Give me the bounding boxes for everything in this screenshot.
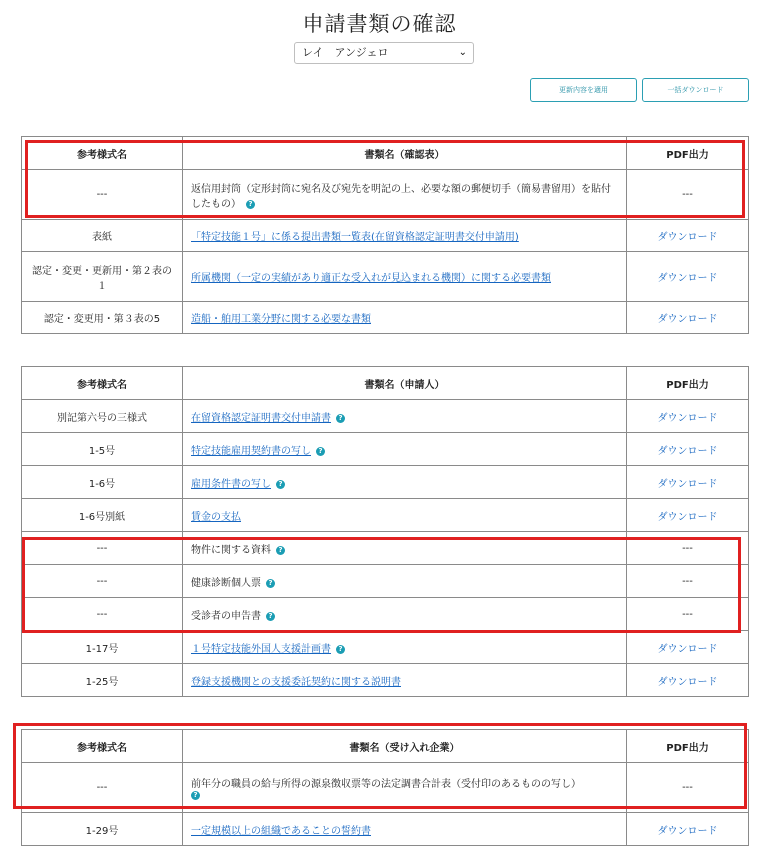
form-cell: 認定・変更用・第３表の5 — [22, 302, 183, 334]
pdf-cell: --- — [627, 170, 749, 220]
pdf-cell — [627, 466, 749, 499]
help-icon[interactable]: ? — [336, 645, 345, 654]
doc-link[interactable]: 特定技能雇用契約書の写し — [191, 445, 311, 457]
download-link[interactable]: ダウンロード — [657, 825, 718, 837]
pdf-cell — [627, 252, 749, 302]
doc-link[interactable]: 賃金の支払 — [191, 511, 241, 523]
form-cell: --- — [22, 565, 183, 598]
doc-cell — [183, 220, 627, 252]
doc-cell — [183, 664, 627, 697]
doc-name: 受診者の申告書 — [191, 610, 261, 622]
form-cell: 1-6号 — [22, 466, 183, 499]
doc-link[interactable]: 一定規模以上の組織であることの誓約書 — [191, 825, 371, 837]
doc-link[interactable]: 造船・舶用工業分野に関する必要な書類 — [191, 314, 371, 325]
pdf-cell: --- — [627, 598, 749, 631]
download-link[interactable]: ダウンロード — [657, 643, 718, 655]
col-header-pdf: PDF出力 — [627, 137, 749, 170]
table-row — [22, 664, 749, 697]
doc-cell — [183, 631, 627, 664]
table-row — [22, 302, 749, 334]
doc-name: 健康診断個人票 — [191, 577, 261, 589]
col-header-doc: 書類名（確認表） — [183, 137, 627, 170]
page-title: 申請書類の確認 — [302, 12, 457, 36]
doc-name: 物件に関する資料 — [191, 544, 271, 556]
table-header-row — [22, 137, 749, 170]
help-icon[interactable]: ? — [336, 414, 345, 423]
pdf-cell — [627, 664, 749, 697]
pdf-cell — [627, 400, 749, 433]
download-link[interactable]: ダウンロード — [657, 232, 718, 243]
table-row — [22, 400, 749, 433]
col-header-form: 参考様式名 — [22, 367, 183, 400]
pdf-cell — [627, 220, 749, 252]
doc-cell — [183, 532, 627, 565]
pdf-cell — [627, 813, 749, 846]
table-row — [22, 532, 749, 565]
doc-cell — [183, 170, 627, 220]
pdf-cell — [627, 499, 749, 532]
chevron-down-icon: ⌄ — [458, 47, 467, 58]
doc-cell — [183, 813, 627, 846]
doc-link[interactable]: 所属機関（一定の実績があり適正な受入れが見込まれる機関）に関する必要書類 — [191, 273, 551, 284]
doc-cell — [183, 400, 627, 433]
doc-link[interactable]: 「特定技能１号」に係る提出書類一覧表(在留資格認定証明書交付申請用) — [191, 232, 519, 243]
help-icon[interactable]: ? — [276, 480, 285, 489]
help-icon[interactable]: ? — [246, 200, 255, 209]
table-row — [22, 220, 749, 252]
download-link[interactable]: ダウンロード — [657, 511, 718, 523]
apply-changes-button[interactable]: 更新内容を適用 — [530, 78, 637, 102]
download-link[interactable]: ダウンロード — [657, 676, 718, 688]
confirm-table — [21, 136, 749, 334]
form-cell: 別記第六号の三様式 — [22, 400, 183, 433]
table-header-row — [22, 730, 749, 763]
doc-cell — [183, 466, 627, 499]
doc-cell — [183, 763, 627, 813]
person-select[interactable] — [294, 42, 474, 64]
form-cell: --- — [22, 532, 183, 565]
form-cell: 1-6号別紙 — [22, 499, 183, 532]
table-row — [22, 631, 749, 664]
table-row — [22, 565, 749, 598]
help-icon[interactable]: ? — [266, 612, 275, 621]
pdf-cell — [627, 302, 749, 334]
help-icon[interactable]: ? — [191, 791, 200, 800]
help-icon[interactable]: ? — [316, 447, 325, 456]
form-cell: 認定・変更・更新用・第２表の１ — [22, 252, 183, 302]
form-cell: 1-5号 — [22, 433, 183, 466]
download-link[interactable]: ダウンロード — [657, 445, 718, 457]
form-cell: 1-17号 — [22, 631, 183, 664]
table-row — [22, 170, 749, 220]
form-cell: --- — [22, 170, 183, 220]
download-link[interactable]: ダウンロード — [657, 412, 718, 424]
pdf-cell: --- — [627, 763, 749, 813]
person-select-value: レイ アンジェロ — [302, 46, 389, 59]
table-row — [22, 763, 749, 813]
doc-link[interactable]: １号特定技能外国人支援計画書 — [191, 643, 331, 655]
form-cell: --- — [22, 598, 183, 631]
col-header-form: 参考様式名 — [22, 137, 183, 170]
doc-cell — [183, 302, 627, 334]
doc-cell — [183, 565, 627, 598]
col-header-form: 参考様式名 — [22, 730, 183, 763]
applicant-table — [21, 366, 749, 697]
table-row — [22, 433, 749, 466]
pdf-cell: --- — [627, 565, 749, 598]
doc-cell — [183, 433, 627, 466]
form-cell: --- — [22, 763, 183, 813]
col-header-pdf: PDF出力 — [627, 367, 749, 400]
help-icon[interactable]: ? — [266, 579, 275, 588]
doc-name: 前年分の職員の給与所得の源泉徴収票等の法定調書合計表（受付印のあるものの写し） — [191, 778, 581, 790]
form-cell: 1-29号 — [22, 813, 183, 846]
table-row — [22, 499, 749, 532]
pdf-cell: --- — [627, 532, 749, 565]
download-link[interactable]: ダウンロード — [657, 273, 718, 284]
form-cell: 1-25号 — [22, 664, 183, 697]
col-header-doc: 書類名（受け入れ企業） — [183, 730, 627, 763]
doc-name: 返信用封筒（定形封筒に宛名及び宛先を明記の上、必要な額の郵便切手（簡易書留用）を貼付したもの） — [191, 183, 611, 210]
table-header-row — [22, 367, 749, 400]
doc-link[interactable]: 雇用条件書の写し — [191, 478, 271, 490]
table-row — [22, 598, 749, 631]
help-icon[interactable]: ? — [276, 546, 285, 555]
col-header-pdf: PDF出力 — [627, 730, 749, 763]
table-row — [22, 252, 749, 302]
download-all-button[interactable]: 一括ダウンロード — [642, 78, 749, 102]
company-table — [21, 729, 749, 846]
form-cell: 表紙 — [22, 220, 183, 252]
doc-link[interactable]: 在留資格認定証明書交付申請書 — [191, 412, 331, 424]
pdf-cell — [627, 631, 749, 664]
doc-cell — [183, 499, 627, 532]
table-row — [22, 813, 749, 846]
doc-link[interactable]: 登録支援機関との支援委託契約に関する説明書 — [191, 676, 401, 688]
pdf-cell — [627, 433, 749, 466]
col-header-doc: 書類名（申請人） — [183, 367, 627, 400]
table-row — [22, 466, 749, 499]
download-link[interactable]: ダウンロード — [657, 478, 718, 490]
doc-cell — [183, 598, 627, 631]
download-link[interactable]: ダウンロード — [657, 314, 718, 325]
doc-cell — [183, 252, 627, 302]
